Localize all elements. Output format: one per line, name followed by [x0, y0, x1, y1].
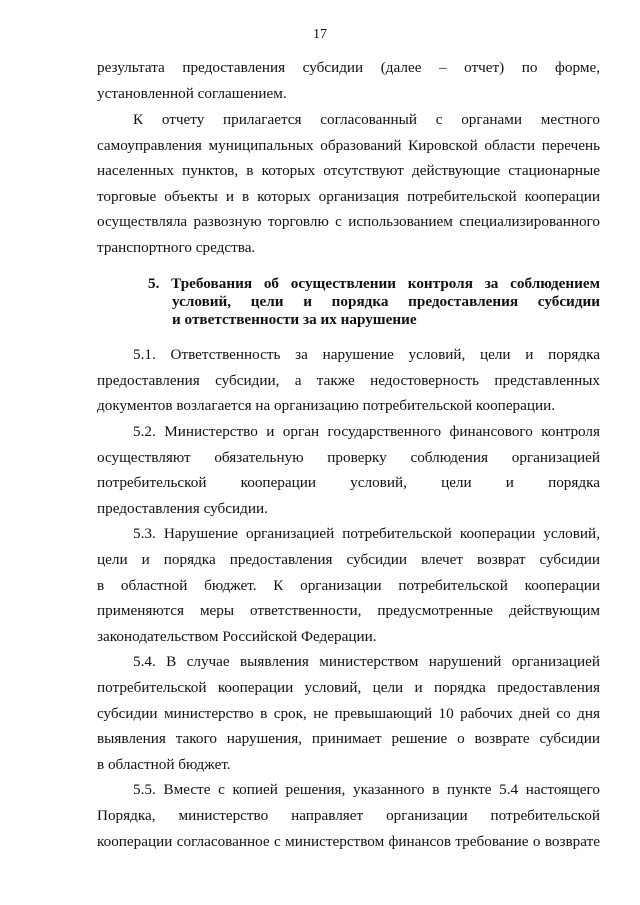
text-line: 5.2. Министерство и орган государственного финансового контроля [133, 423, 600, 440]
text-line: населенных пунктов, в которых отсутствуют действующие стационарные [97, 162, 600, 179]
text-line: применяются меры ответственности, предусмотренные действующим [97, 602, 600, 619]
text-line: в областной бюджет. К организации потребительской кооперации [97, 577, 600, 594]
text-line: установленной соглашением. [97, 85, 287, 102]
section-heading: 5. Требования об осуществлении контроля за соблюдением [148, 275, 600, 292]
text-line: цели и порядка предоставления субсидии влечет возврат субсидии [97, 551, 600, 568]
text-line: выявления такого нарушения, принимает решение о возврате субсидии [97, 730, 600, 747]
section-heading: и ответственности за их нарушение [172, 311, 417, 328]
text-line: Порядка, министерство направляет организации потребительской [97, 807, 600, 824]
text-line: в областной бюджет. [97, 756, 231, 773]
text-line: предоставления субсидии, а также недостоверность представленных [97, 372, 600, 389]
text-line: 5.5. Вместе с копией решения, указанного в пункте 5.4 настоящего [133, 781, 600, 798]
page-number: 17 [313, 27, 327, 42]
text-line: законодательством Российской Федерации. [97, 628, 377, 645]
text-line: транспортного средства. [97, 239, 256, 256]
section-heading: условий, цели и порядка предоставления субсидии [172, 293, 600, 310]
text-line: кооперации согласованное с министерством финансов требование о возврате [97, 833, 600, 850]
text-line: предоставления субсидии. [97, 500, 268, 517]
text-line: документов возлагается на организацию потребительской кооперации. [97, 397, 556, 414]
text-line: К отчету прилагается согласованный с органами местного [133, 111, 600, 128]
text-line: 5.4. В случае выявления министерством нарушений организацией [133, 653, 600, 670]
text-line: 5.3. Нарушение организацией потребительской кооперации условий, [133, 525, 600, 542]
text-line: торговые объекты и в которых организация потребительской кооперации [97, 188, 600, 205]
text-line: потребительской кооперации условий, цели и порядка [97, 474, 600, 491]
text-line: осуществляют обязательную проверку соблюдения организацией [97, 449, 600, 466]
text-line: самоуправления муниципальных образований Кировской области перечень [97, 137, 600, 154]
text-line: 5.1. Ответственность за нарушение условий, цели и порядка [133, 346, 600, 363]
text-line: субсидии министерство в срок, не превышающий 10 рабочих дней со дня [97, 705, 600, 722]
text-line: потребительской кооперации условий, цели и порядка предоставления [97, 679, 600, 696]
text-line: осуществляла развозную торговлю с использованием специализированного [97, 213, 600, 230]
text-line: результата предоставления субсидии (далее – отчет) по форме, [97, 59, 600, 76]
